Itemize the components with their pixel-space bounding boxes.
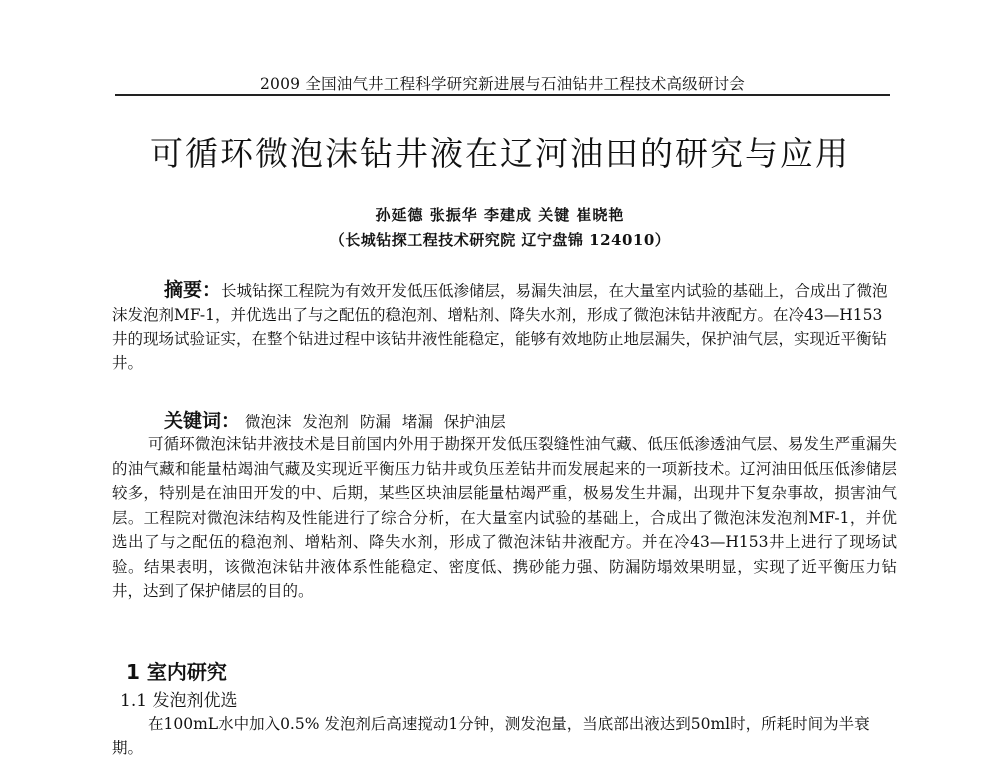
subsection-heading: 1.1 发泡剂优选 <box>120 691 238 711</box>
keyword: 防漏 <box>359 413 391 431</box>
keyword: 发泡剂 <box>302 413 349 431</box>
intro-paragraph: 可循环微泡沫钻井液技术是目前国内外用于勘探开发低压裂缝性油气藏、低压低渗透油气层、易发生严重漏失的油气藏和能量枯竭油气藏及实现近平衡压力钻井或负压差钻井而发展起来的一项新技术。辽河油田低压低渗储层较多，特别是在油田开发的中、后期，某些区块油层能量枯竭严重，极易发生井漏，出现井下复杂事故，损害油气层。工程院对微泡沫结构及性能进行了综合分析，在大量室内试验的基础上，合成出了微泡沫发泡剂MF-1，并优选出了与之配伍的稳泡剂、增粘剂、降失水剂，形成了微泡沫钻井液配方。并在冷43—H153井上进行了现场试验。结果表明，该微泡沫钻井液体系性能稳定、密度低、携砂能力强、防漏防塌效果明显，实现了近平衡压力钻井，达到了保护储层的目的。 <box>112 435 897 600</box>
section-paragraph: 在100mL水中加入0.5% 发泡剂后高速搅动1分钟，测发泡量，当底部出液达到50ml时，所耗时间为半衰期。 <box>112 715 870 757</box>
abstract-text: 长城钻探工程院为有效开发低压低渗储层，易漏失油层，在大量室内试验的基础上，合成出了微泡沫发泡剂MF-1，并优选出了与之配伍的稳泡剂、增粘剂、降失水剂，形成了微泡沫钻井液配方。在冷43—H153井的现场试验证实，在整个钻进过程中该钻井液性能稳定，能够有效地防止地层漏失，保护油气层，实现近平衡钻井。 <box>112 282 888 372</box>
keyword: 保护油层 <box>443 413 506 431</box>
authors: 孙延德 张振华 李建成 关键 崔晓艳 <box>375 206 625 224</box>
affiliation: （长城钻探工程技术研究院 辽宁盘锦 124010） <box>329 231 671 249</box>
abstract-label: 摘要： <box>164 279 222 301</box>
header-rule <box>115 94 890 96</box>
abstract <box>112 278 897 375</box>
section-heading: 1 室内研究 <box>126 660 227 684</box>
paper-title: 可循环微泡沫钻井液在辽河油田的研究与应用 <box>150 134 850 173</box>
keywords <box>164 406 864 433</box>
keyword: 微泡沫 <box>244 413 292 431</box>
keywords-label: 关键词： <box>164 410 241 432</box>
keyword: 堵漏 <box>401 413 433 431</box>
conference-header: 2009 全国油气井工程科学研究新进展与石油钻井工程技术高级研讨会 <box>260 75 745 93</box>
